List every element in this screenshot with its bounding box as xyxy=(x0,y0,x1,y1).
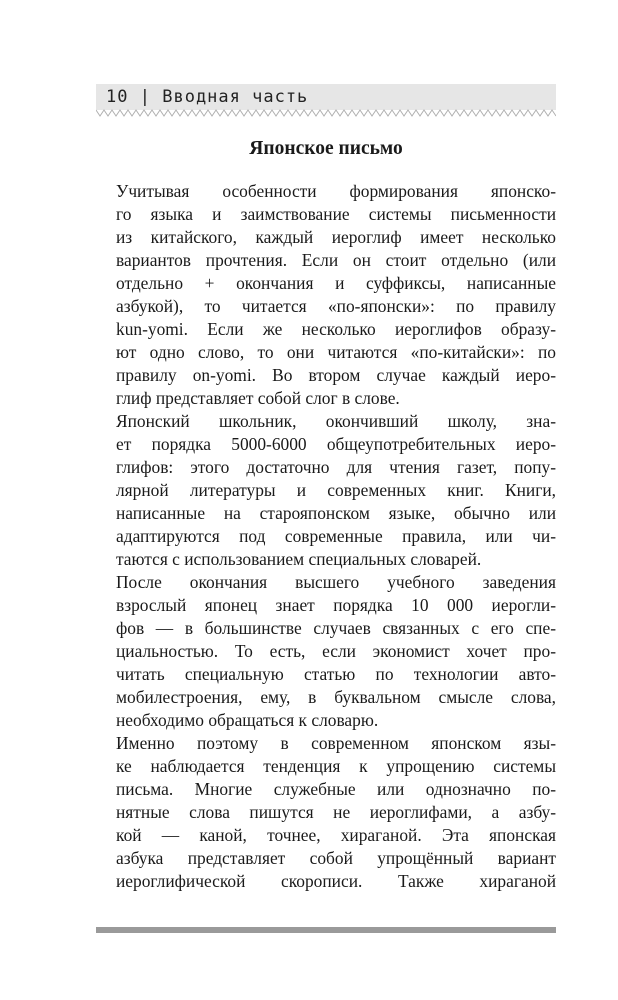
text-line: глифов: этого достаточно для чтения газет, попу- xyxy=(116,457,556,477)
text-line: азбукой), то читается «по-японски»: по правилу xyxy=(116,296,556,316)
text-line: из китайского, каждый иероглиф имеет несколько xyxy=(116,227,556,247)
text-line: лярной литературы и современных книг. Книги, xyxy=(116,480,556,500)
text-line: глиф представляет собой слог в слове. xyxy=(116,388,400,408)
text-line: отдельно + окончания и суффиксы, написанные xyxy=(116,273,556,293)
text-line: мобилестроения, ему, в буквальном смысле слова, xyxy=(116,687,556,707)
text-line: нятные слова пишутся не иероглифами, а азбу- xyxy=(116,802,556,822)
text-line: таются с использованием специальных словарей. xyxy=(116,549,482,569)
text-line: После окончания высшего учебного заведения xyxy=(116,572,556,592)
paragraph-2 xyxy=(96,410,556,571)
header-text xyxy=(106,87,308,107)
section-title: Вводная часть xyxy=(162,87,309,107)
page-number: 10 xyxy=(106,87,129,107)
text-line: кой — каной, точнее, хираганой. Эта японская xyxy=(116,825,556,845)
text-line: адаптируются под современные правила, или чи- xyxy=(116,526,556,546)
text-line: фов — в большинстве случаев связанных с его спе- xyxy=(116,618,556,638)
running-header xyxy=(96,84,556,116)
text-line: го языка и заимствование системы письменности xyxy=(116,204,556,224)
text-line: иероглифической скорописи. Также хираганой xyxy=(116,871,556,891)
text-line: Японский школьник, окончивший школу, зна- xyxy=(116,411,556,431)
footer-rule xyxy=(96,927,556,933)
text-line: письма. Многие служебные или однозначно по- xyxy=(116,779,556,799)
paragraph-1 xyxy=(96,180,556,410)
text-line: циальностью. То есть, если экономист хочет про- xyxy=(116,641,556,661)
text-line: необходимо обращаться к словарю. xyxy=(116,710,379,730)
text-line: азбука представляет собой упрощённый вариант xyxy=(116,848,556,868)
chapter-title: Японское письмо xyxy=(249,138,403,159)
text-line: Именно поэтому в современном японском язы- xyxy=(116,733,556,753)
text-line: ет порядка 5000-6000 общеупотребительных иеро- xyxy=(116,434,556,454)
text-line: ют одно слово, то они читаются «по-китайски»: по xyxy=(116,342,556,362)
body-text xyxy=(96,180,556,893)
text-line: взрослый японец знает порядка 10 000 иерогли- xyxy=(116,595,556,615)
text-line: kun-yomi. Если же несколько иероглифов образу- xyxy=(116,319,556,339)
header-separator: | xyxy=(139,87,151,107)
text-line: правилу on-yomi. Во втором случае каждый иеро- xyxy=(116,365,556,385)
text-line: ке наблюдается тенденция к упрощению системы xyxy=(116,756,556,776)
paragraph-4 xyxy=(96,732,556,893)
paragraph-3 xyxy=(96,571,556,732)
text-line: читать специальную статью по технологии авто- xyxy=(116,664,556,684)
header-zigzag-border xyxy=(96,108,556,118)
text-line: Учитывая особенности формирования японско- xyxy=(116,181,556,201)
text-line: написанные на старояпонском языке, обычно или xyxy=(116,503,556,523)
text-line: вариантов прочтения. Если он стоит отдельно (или xyxy=(116,250,556,270)
